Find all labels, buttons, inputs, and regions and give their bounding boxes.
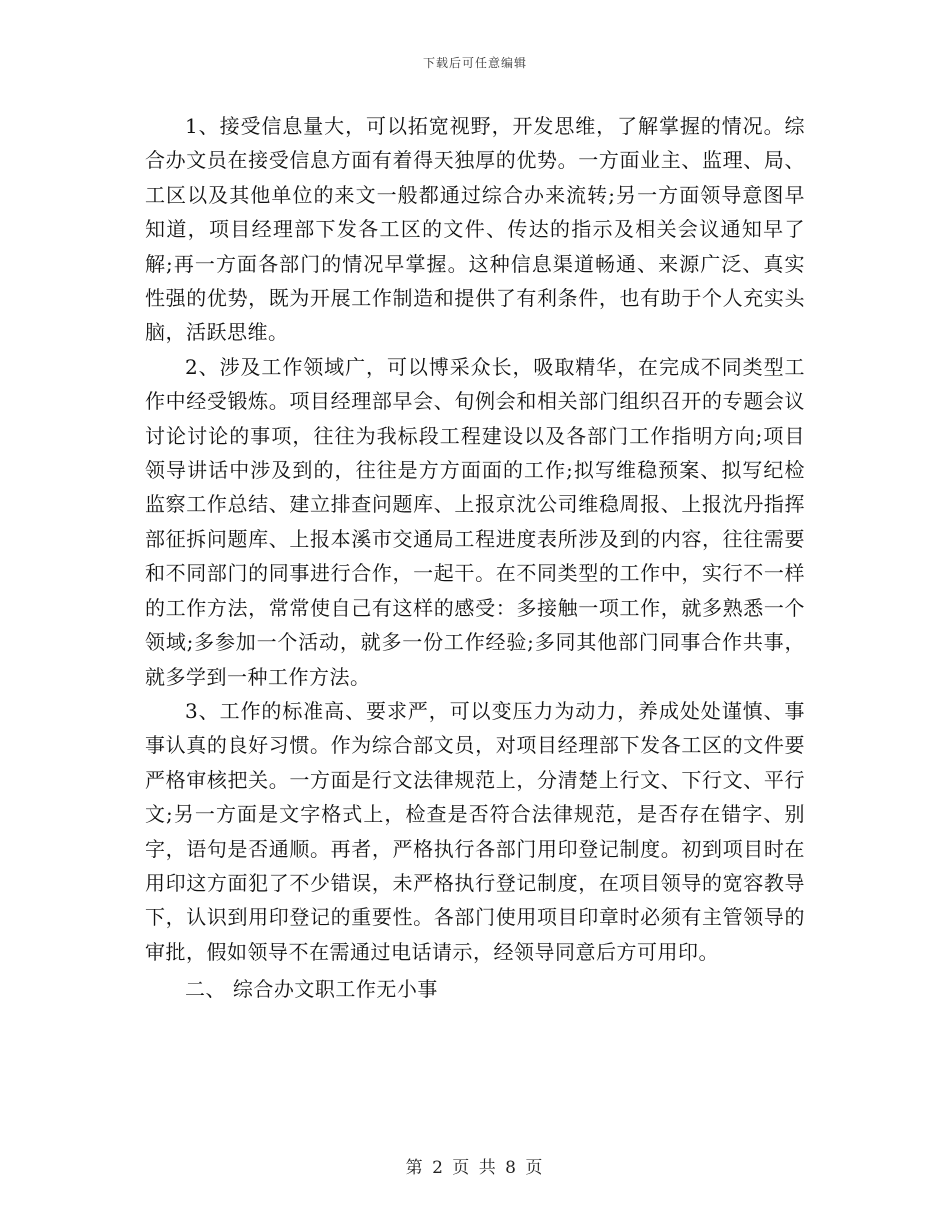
paragraph-3: 3、工作的标准高、要求严，可以变压力为动力，养成处处谨慎、事事认真的良好习惯。作为综合部文员，对项目经理部下发各工区的文件要严格审核把关。一方面是行文法律规范上，分清楚上行文、下行文、平行文;另一方面是文字格式上，检查是否符合法律规范，是否存在错字、别字，语句是否通顺。再者，严格执行各部门用印登记制度。初到项目时在用印这方面犯了不少错误，未严格执行登记制度，在项目领导的宽容教导下，认识到用印登记的重要性。各部门使用项目印章时必须有主管领导的审批，假如领导不在需通过电话请示，经领导同意后方可用印。 — [145, 698, 805, 964]
document-body — [145, 109, 805, 1009]
section-heading: 二、 综合办文职工作无小事 — [185, 977, 438, 1002]
page-header: 下载后可任意编辑 — [422, 56, 527, 70]
paragraph-2: 2、涉及工作领域广，可以博采众长，吸取精华，在完成不同类型工作中经受锻炼。项目经理部早会、旬例会和相关部门组织召开的专题会议讨论讨论的事项，往往为我标段工程建设以及各部门工作指明方向;项目领导讲话中涉及到的，往往是方方面面的工作;拟写维稳预案、拟写纪检监察工作总结、建立排查问题库、上报京沈公司维稳周报、上报沈丹指挥部征拆问题库、上报本溪市交通局工程进度表所涉及到的内容，往往需要和不同部门的同事进行合作，一起干。在不同类型的工作中，实行不一样的工作方法，常常使自己有这样的感受：多接触一项工作，就多熟悉一个领域;多参加一个活动，就多一份工作经验;多同其他部门同事合作共事，就多学到一种工作方法。 — [145, 354, 805, 689]
page-number-footer: 第 2 页 共 8 页 — [405, 1158, 545, 1178]
paragraph-1: 1、接受信息量大，可以拓宽视野，开发思维，了解掌握的情况。综合办文员在接受信息方面有着得天独厚的优势。一方面业主、监理、局、工区以及其他单位的来文一般都通过综合办来流转;另一方面领导意图早知道，项目经理部下发各工区的文件、传达的指示及相关会议通知早了解;再一方面各部门的情况早掌握。这种信息渠道畅通、来源广泛、真实性强的优势，既为开展工作制造和提供了有利条件，也有助于个人充实头脑，活跃思维。 — [145, 114, 805, 345]
